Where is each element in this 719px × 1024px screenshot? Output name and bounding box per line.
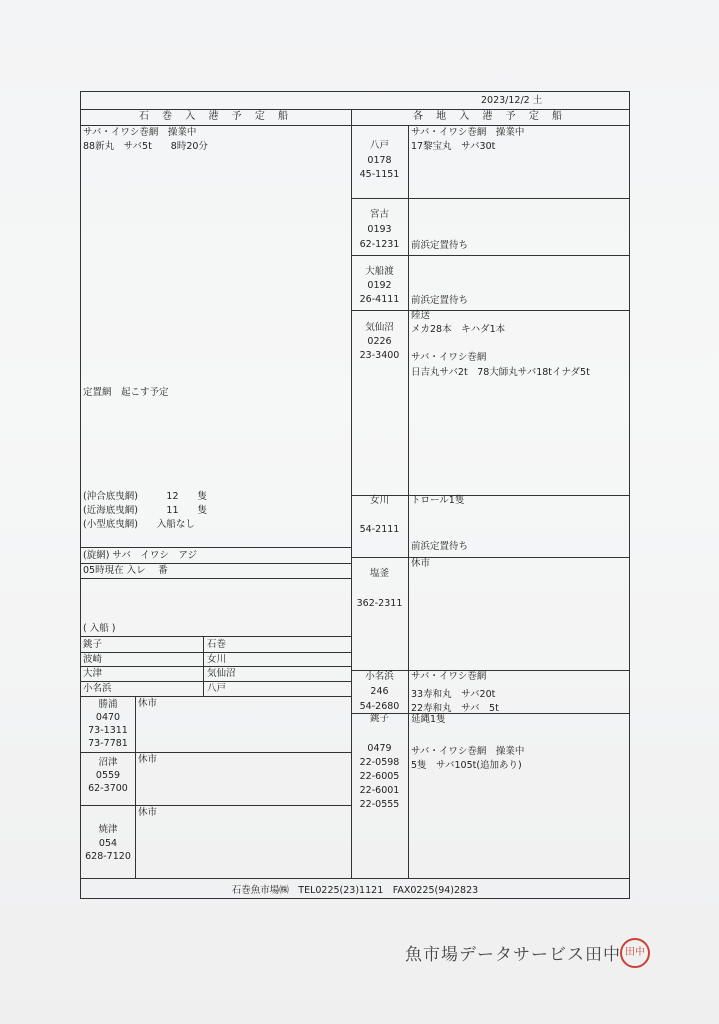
- onahama-name: 小名浜: [365, 671, 394, 682]
- kesennuma-note: 陸送: [411, 310, 431, 321]
- onahama-note: 33寿和丸 サバ20t: [411, 689, 496, 700]
- ishinomaki-heading: 石 巻 入 港 予 定 船: [138, 111, 294, 122]
- choshi-note: 延縄1隻: [411, 714, 446, 725]
- numazu-name: 沼津: [98, 757, 118, 768]
- divider: [203, 636, 204, 696]
- rule: [81, 578, 351, 579]
- kesennuma-note: 日吉丸サバ2t 78大師丸サバ18tイナダ5t: [411, 367, 590, 378]
- choshi-note: サバ・イワシ巻網 操業中: [411, 746, 525, 757]
- choshi-code: 0479: [367, 743, 392, 754]
- hachinohe-name: 八戸: [369, 140, 389, 151]
- rule: [81, 636, 351, 637]
- hachinohe-note: サバ・イワシ巻網 操業中: [411, 127, 525, 138]
- onahama-code: 246: [370, 686, 389, 697]
- port-right: 女川: [207, 654, 227, 665]
- seal-stamp: 田中: [620, 938, 650, 968]
- numazu-tel: 62-3700: [88, 783, 128, 794]
- ishinomaki-line2: 88新丸 サバ5t 8時20分: [83, 141, 208, 152]
- miyako-note: 前浜定置待ち: [411, 240, 469, 251]
- port-left: 小名浜: [83, 683, 112, 694]
- rule: [81, 878, 629, 879]
- onagawa-note: 前浜定置待ち: [411, 541, 469, 552]
- kogata-count: (小型底曳網) 入船なし: [83, 519, 195, 530]
- choshi-tel: 22-6001: [359, 785, 400, 796]
- port-right: 八戸: [207, 683, 227, 694]
- divider: [135, 696, 136, 878]
- rule: [81, 547, 351, 548]
- report-date: 2023/12/2 土: [481, 95, 543, 106]
- port-left: 銚子: [83, 639, 103, 650]
- onahama-tel: 54-2680: [359, 701, 400, 712]
- signature: 魚市場データサービス田中: [405, 945, 621, 965]
- katsuura-tel: 73-7781: [88, 738, 128, 749]
- yaizu-name: 焼津: [98, 824, 118, 835]
- shiogama-name: 塩釜: [369, 568, 389, 579]
- rule: [81, 805, 351, 806]
- katsuura-name: 勝浦: [98, 699, 118, 710]
- choshi-note: 5隻 サバ105t(追加あり): [411, 760, 522, 771]
- kesennuma-code: 0226: [367, 336, 392, 347]
- onagawa-note: トロール1隻: [411, 495, 465, 506]
- miyako-name: 宮古: [369, 209, 389, 220]
- onahama-note: サバ・イワシ巻網: [411, 671, 487, 682]
- rule: [351, 557, 629, 558]
- hachinohe-note: 17黎宝丸 サバ30t: [411, 141, 496, 152]
- ishinomaki-line1: サバ・イワシ巻網 操業中: [83, 127, 197, 138]
- onahama-note: 22寿和丸 サバ 5t: [411, 703, 499, 714]
- onagawa-tel: 54-2111: [359, 524, 400, 535]
- divider: [408, 125, 409, 878]
- footer-contact: 石巻魚市場㈱ TEL0225(23)1121 FAX0225(94)2823: [231, 885, 479, 896]
- port-left: 波崎: [83, 654, 103, 665]
- choshi-tel: 22-0598: [359, 757, 400, 768]
- ofunato-tel: 26-4111: [359, 294, 400, 305]
- port-right: 石巻: [207, 639, 227, 650]
- nyusen-label: ( 入船 ): [83, 623, 116, 634]
- ofunato-code: 0192: [367, 280, 392, 291]
- miyako-tel: 62-1231: [359, 239, 400, 250]
- katsuura-tel: 73-1311: [88, 725, 128, 736]
- katsuura-status: 休市: [138, 698, 158, 709]
- kesennuma-tel: 23-3400: [359, 350, 400, 361]
- numazu-status: 休市: [138, 754, 158, 765]
- rule: [351, 310, 629, 311]
- kinkai-count: (近海底曳網) 11 隻: [83, 505, 208, 516]
- miyako-code: 0193: [367, 224, 392, 235]
- okiai-count: (沖合底曳網) 12 隻: [83, 491, 208, 502]
- rule: [81, 752, 351, 753]
- onagawa-name: 女川: [369, 495, 389, 506]
- teichi-note: 定置網 起こす予定: [83, 387, 169, 398]
- rule: [351, 255, 629, 256]
- katsuura-code: 0470: [95, 712, 121, 723]
- report-table: [80, 91, 630, 899]
- rule: [81, 696, 351, 697]
- hachinohe-tel: 45-1151: [359, 169, 400, 180]
- port-left: 大津: [83, 668, 103, 679]
- yaizu-code: 054: [98, 838, 118, 849]
- ofunato-name: 大船渡: [365, 266, 394, 277]
- rule: [351, 198, 629, 199]
- numazu-code: 0559: [95, 770, 121, 781]
- port-right: 気仙沼: [207, 668, 236, 679]
- choshi-name: 銚子: [369, 713, 389, 724]
- kesennuma-name: 気仙沼: [365, 322, 394, 333]
- choshi-tel: 22-6005: [359, 771, 400, 782]
- iri-label: 05時現在 入レ 番: [83, 565, 168, 576]
- yaizu-status: 休市: [138, 807, 158, 818]
- kesennuma-note: メカ28本 キハダ1本: [411, 324, 506, 335]
- shiogama-tel: 362-2311: [356, 598, 403, 609]
- choshi-tel: 22-0555: [359, 799, 400, 810]
- yaizu-tel: 628-7120: [85, 851, 131, 862]
- hachinohe-code: 0178: [367, 155, 392, 166]
- shiogama-note: 休市: [411, 558, 431, 569]
- kesennuma-note: サバ・イワシ巻網: [411, 352, 487, 363]
- senmo-label: (旋網) サバ イワシ アジ: [83, 550, 197, 561]
- other-ports-heading: 各 地 入 港 予 定 船: [412, 111, 568, 122]
- ofunato-note: 前浜定置待ち: [411, 295, 469, 306]
